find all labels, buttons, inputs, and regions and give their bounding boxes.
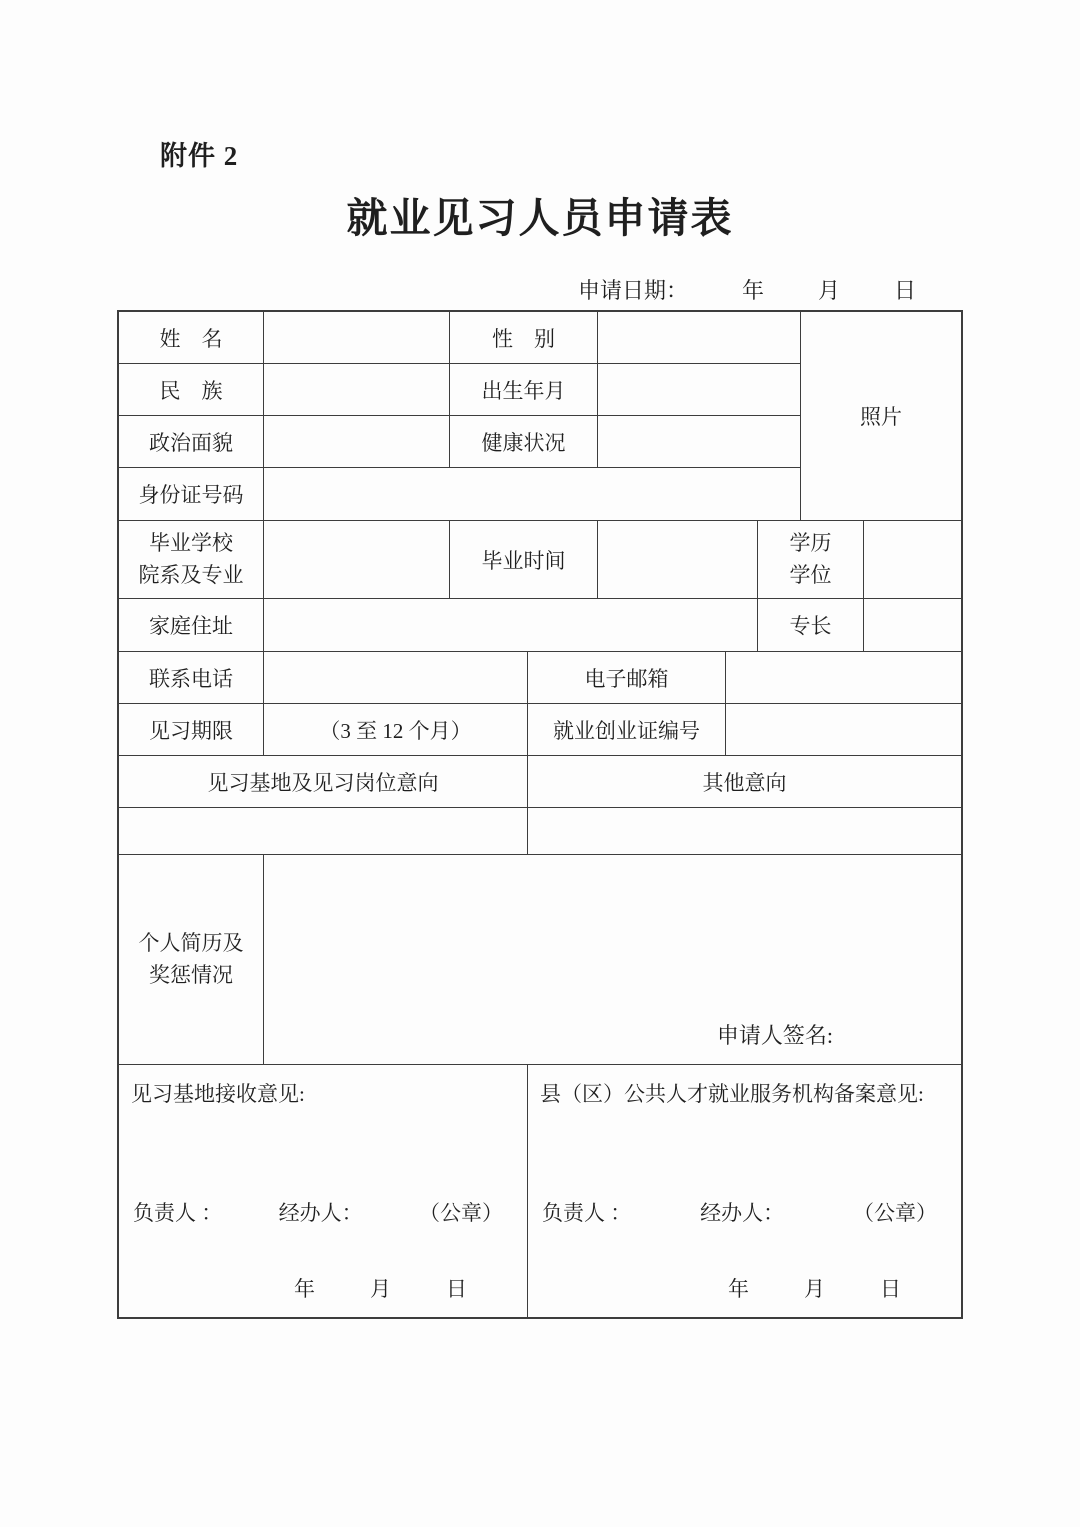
resume-input-cell[interactable] (264, 855, 961, 1064)
degree-label-line2: 学位 (789, 562, 832, 587)
agency-date-month: 月 (804, 1277, 825, 1301)
base-seal-label: （公章） (419, 1201, 503, 1225)
date-day-label: 日 (893, 278, 916, 303)
agency-opinion-date-line (540, 1273, 949, 1303)
table-row (119, 652, 961, 704)
internship-period-label: 见习期限 (119, 704, 264, 755)
agency-opinion-title: 县（区）公共人才就业服务机构备案意见: (540, 1082, 924, 1106)
photo-placeholder-cell[interactable] (801, 312, 961, 520)
agency-date-year: 年 (728, 1277, 749, 1301)
other-intention-header: 其他意向 (702, 770, 787, 795)
agency-responsible-label: 负责人 ： (542, 1201, 632, 1225)
base-handler-label: 经办人： (278, 1201, 363, 1225)
base-responsible-label: 负责人 ： (133, 1201, 223, 1225)
date-year-label: 年 (741, 278, 764, 303)
other-intention-input-cell[interactable] (528, 808, 961, 854)
application-date-label: 申请日期： (577, 278, 688, 303)
agency-seal-label: （公章） (853, 1201, 937, 1225)
applicant-signature-label: 申请人签名: (716, 1023, 833, 1048)
base-date-year: 年 (294, 1277, 315, 1301)
table-row (119, 756, 961, 808)
email-label: 电子邮箱 (528, 652, 726, 703)
base-opinion-date-line (131, 1273, 515, 1303)
graduation-time-input-cell[interactable] (598, 521, 758, 598)
school-label-line2: 院系及专业 (138, 562, 244, 587)
table-row (119, 704, 961, 756)
degree-input-cell[interactable] (864, 521, 961, 598)
base-opinion-cell[interactable] (119, 1065, 528, 1317)
table-row (119, 521, 961, 599)
resume-label (119, 855, 264, 1064)
phone-label: 联系电话 (119, 652, 264, 703)
political-status-input-cell[interactable] (264, 416, 450, 467)
birth-date-label: 出生年月 (450, 364, 598, 415)
agency-opinion-sign-line (540, 1197, 949, 1227)
date-month-label: 月 (817, 278, 840, 303)
specialty-label: 专长 (758, 599, 864, 651)
base-intention-input-cell[interactable] (119, 808, 528, 854)
degree-label-line1: 学历 (789, 531, 832, 555)
ethnicity-input-cell[interactable] (264, 364, 450, 415)
base-opinion-title: 见习基地接收意见: (131, 1082, 305, 1106)
specialty-input-cell[interactable] (864, 599, 961, 651)
agency-date-day: 日 (880, 1277, 901, 1301)
ethnicity-label: 民 族 (119, 364, 264, 415)
table-row (119, 1065, 961, 1317)
personal-info-grid (119, 312, 801, 520)
name-input-cell[interactable] (264, 312, 450, 363)
base-opinion-spacer (131, 1114, 515, 1197)
degree-label (758, 521, 864, 598)
birth-date-input-cell[interactable] (598, 364, 800, 415)
school-label-line1: 毕业学校 (149, 531, 233, 555)
base-date-month: 月 (370, 1277, 391, 1301)
resume-label-line2: 奖惩情况 (149, 962, 233, 987)
table-row (119, 599, 961, 652)
table-row (119, 468, 800, 520)
name-label: 姓 名 (119, 312, 264, 363)
phone-input-cell[interactable] (264, 652, 528, 703)
home-address-label: 家庭住址 (119, 599, 264, 651)
base-date-day: 日 (446, 1277, 467, 1301)
table-row (119, 416, 800, 468)
certificate-no-label: 就业创业证编号 (528, 704, 726, 755)
agency-opinion-cell[interactable] (528, 1065, 961, 1317)
table-row (119, 312, 800, 364)
attachment-label: 附件 2 (160, 141, 239, 171)
school-label (119, 521, 264, 598)
table-row (119, 808, 961, 855)
gender-input-cell[interactable] (598, 312, 800, 363)
base-intention-header: 见习基地及见习岗位意向 (119, 756, 528, 807)
resume-label-line1: 个人简历及 (138, 931, 244, 955)
personal-info-section (119, 312, 961, 521)
table-row (119, 855, 961, 1065)
health-label: 健康状况 (450, 416, 598, 467)
photo-label: 照片 (860, 405, 902, 429)
application-date-line (118, 274, 964, 305)
political-status-label: 政治面貌 (119, 416, 264, 467)
base-opinion-sign-line (131, 1197, 515, 1227)
page-title: 就业见习人员申请表 (346, 195, 734, 241)
school-input-cell[interactable] (264, 521, 450, 598)
home-address-input-cell[interactable] (264, 599, 758, 651)
id-number-input-cell[interactable] (264, 468, 800, 520)
agency-opinion-spacer (540, 1114, 949, 1197)
id-number-label: 身份证号码 (119, 468, 264, 520)
internship-period-note: （3 至 12 个月） (264, 704, 528, 755)
agency-handler-label: 经办人： (700, 1201, 785, 1225)
email-input-cell[interactable] (726, 652, 961, 703)
graduation-time-label: 毕业时间 (450, 521, 598, 598)
health-input-cell[interactable] (598, 416, 800, 467)
table-row (119, 364, 800, 416)
certificate-no-input-cell[interactable] (726, 704, 961, 755)
application-form-table (117, 310, 963, 1319)
gender-label: 性 别 (450, 312, 598, 363)
